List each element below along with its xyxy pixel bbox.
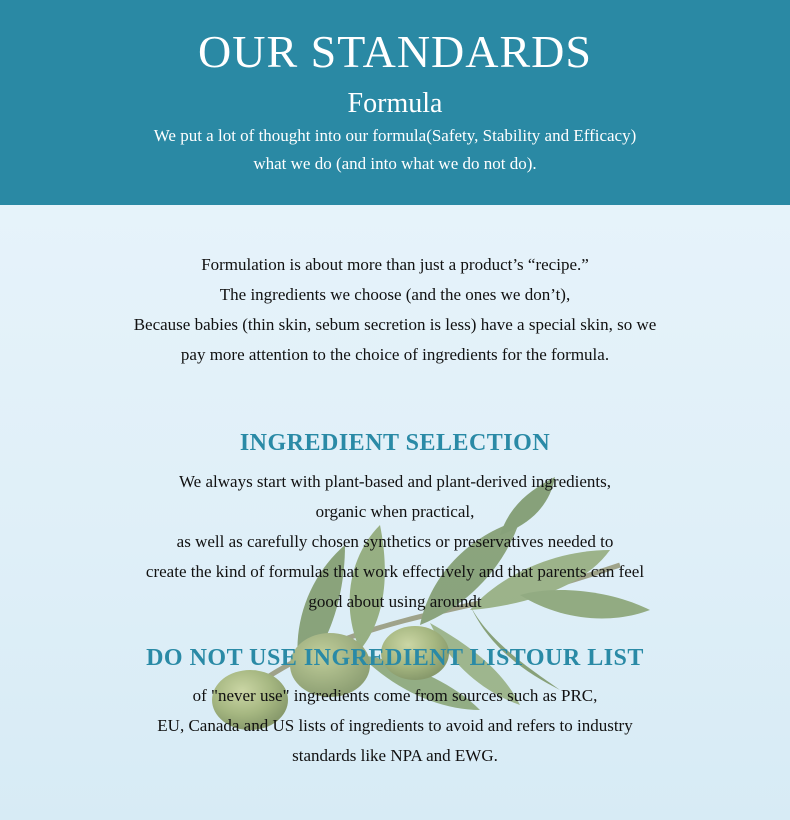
do-not-use-heading: DO NOT USE INGREDIENT LISTOUR LIST	[146, 645, 644, 671]
ingredient-selection-line: organic when practical,	[315, 502, 475, 521]
do-not-use-line: of "never use" ingredients come from sources such as PRC,	[192, 686, 598, 705]
do-not-use-paragraph	[0, 681, 790, 771]
header-description	[0, 122, 790, 178]
do-not-use-line: standards like NPA and EWG.	[292, 746, 498, 765]
header-line: what we do (and into what we do not do).	[253, 154, 537, 173]
header-banner	[0, 0, 790, 205]
page-subtitle: Formula	[347, 88, 443, 119]
ingredient-selection-line: as well as carefully chosen synthetics or preservatives needed to	[176, 532, 614, 551]
intro-line: Because babies (thin skin, sebum secretion is less) have a special skin, so we	[133, 315, 657, 334]
ingredient-selection-line: We always start with plant-based and plant-derived ingredients,	[179, 472, 611, 491]
ingredient-selection-heading: INGREDIENT SELECTION	[239, 430, 551, 456]
do-not-use-line: EU, Canada and US lists of ingredients to avoid and refers to industry	[157, 716, 633, 735]
ingredient-selection-line: good about using aroundt	[308, 592, 482, 611]
page-title: OUR STANDARDS	[198, 26, 592, 77]
header-line: We put a lot of thought into our formula(Safety, Stability and Efficacy)	[153, 126, 637, 145]
intro-line: Formulation is about more than just a product’s “recipe.”	[201, 255, 589, 274]
intro-line: The ingredients we choose (and the ones we don’t),	[219, 285, 571, 304]
ingredient-selection-paragraph	[0, 467, 790, 617]
intro-paragraph	[0, 250, 790, 370]
ingredient-selection-line: create the kind of formulas that work effectively and that parents can feel	[145, 562, 645, 581]
intro-line: pay more attention to the choice of ingredients for the formula.	[180, 345, 610, 364]
